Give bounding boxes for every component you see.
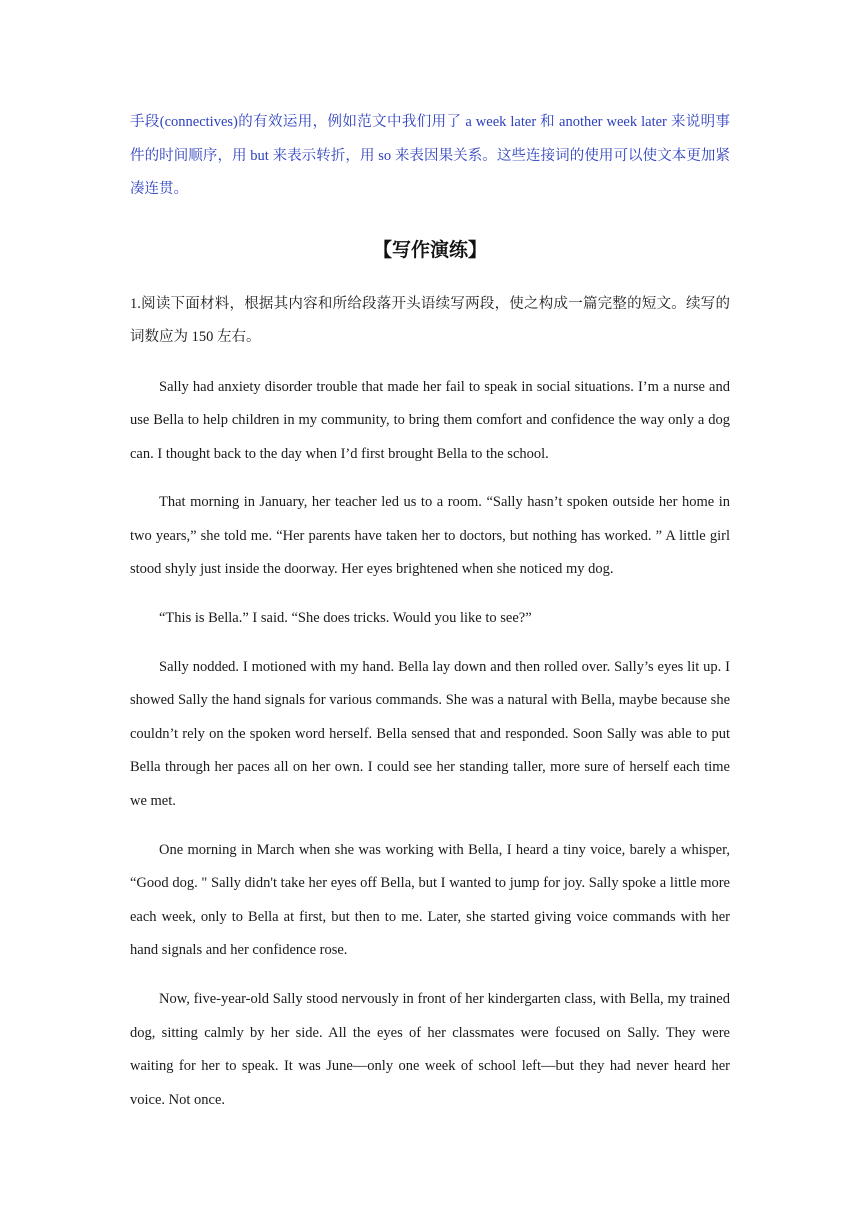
- story-paragraph-6: Now, five-year-old Sally stood nervously in front of her kindergarten class, with Bella, my trained dog, sitting calmly by her side. All the eyes of her classmates were focused on Sally. They were waiting for her to speak. It was June—only one week of school left—but they had never heard her voice. Not once.: [130, 991, 730, 1108]
- story-paragraph-3: “This is Bella.” I said. “She does tricks. Would you like to see?”: [159, 610, 532, 627]
- section-title: 【写作演练】: [372, 238, 487, 261]
- document-page: [130, 106, 730, 1117]
- story-paragraph-1: Sally had anxiety disorder trouble that made her fail to speak in social situations. I’m a nurse and use Bella to help children in my community, to bring them comfort and confidence the way only a dog can. I thought back to the day when I’d first brought Bella to the school.: [130, 378, 730, 462]
- story-paragraph-5: One morning in March when she was working with Bella, I heard a tiny voice, barely a whisper, “Good dog. " Sally didn't take her eyes off Bella, but I wanted to jump for joy. Sally spoke a little more each week, only to Bella at first, but then to me. Later, she started giving voice commands with her hand signals and her confidence rose.: [130, 841, 730, 959]
- story-paragraph-2: That morning in January, her teacher led us to a room. “Sally hasn’t spoken outside her home in two years,” she told me. “Her parents have taken her to doctors, but nothing has worked. ” A little girl stood shyly just inside the doorway. Her eyes brightened when she noticed my dog.: [130, 494, 730, 578]
- task-instruction: 1.阅读下面材料，根据其内容和所给段落开头语续写两段，使之构成一篇完整的短文。续写的词数应为 150 左右。: [130, 295, 730, 345]
- intro-paragraph: 手段(connectives)的有效运用，例如范文中我们用了 a week later 和 another week later 来说明事件的时间顺序，用 but 来表示转折，用 so 来表因果关系。这些连接词的使用可以使文本更加紧凑连贯。: [130, 114, 730, 197]
- story-paragraph-4: Sally nodded. I motioned with my hand. Bella lay down and then rolled over. Sally’s eyes lit up. I showed Sally the hand signals for various commands. She was a natural with Bella, maybe because she couldn’t rely on the spoken word herself. Bella sensed that and responded. Soon Sally was able to put Bella through her paces all on her own. I could see her standing taller, more sure of herself each time we met.: [130, 658, 730, 810]
